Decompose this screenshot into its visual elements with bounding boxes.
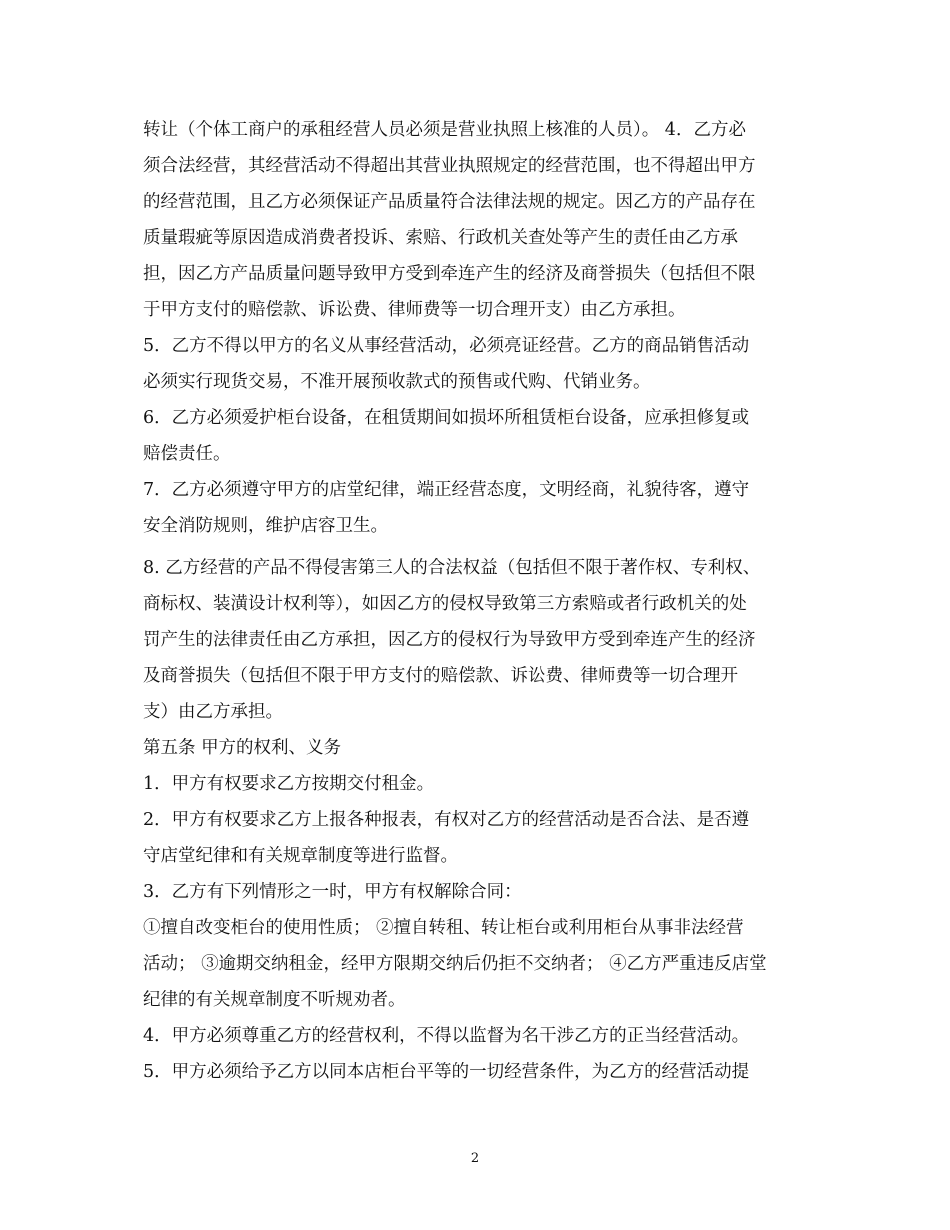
text-line: 8. 乙方经营的产品不得侵害第三人的合法权益（包括但不限于著作权、专利权、 (143, 558, 761, 578)
text-line: 于甲方支付的赔偿款、诉讼费、律师费等一切合理开支）由乙方承担。 (143, 300, 686, 320)
text-line: 的经营范围，且乙方必须保证产品质量符合法律法规的规定。因乙方的产品存在 (143, 192, 756, 212)
text-line: 罚产生的法律责任由乙方承担，因乙方的侵权行为导致甲方受到牵连产生的经济 (143, 630, 756, 650)
text-line: 必须实行现货交易，不准开展预收款式的预售或代购、代销业务。 (143, 372, 651, 392)
text-line: 及商誉损失（包括但不限于甲方支付的赔偿款、诉讼费、律师费等一切合理开 (143, 666, 738, 686)
text-line: 赔偿责任。 (143, 444, 231, 464)
text-line: 须合法经营，其经营活动不得超出其营业执照规定的经营范围，也不得超出甲方 (143, 156, 756, 176)
text-line: 活动； ③逾期交纳租金，经甲方限期交纳后仍拒不交纳者； ④乙方严重违反店堂 (143, 954, 767, 974)
text-line: 商标权、装潢设计权利等），如因乙方的侵权导致第三方索赔或者行政机关的处 (143, 594, 747, 614)
page-number: 2 (470, 1151, 480, 1166)
text-line: 安全消防规则，维护店容卫生。 (143, 516, 388, 536)
text-line: 质量瑕疵等原因造成消费者投诉、索赔、行政机关查处等产生的责任由乙方承 (143, 228, 738, 248)
text-line: 纪律的有关规章制度不听规劝者。 (143, 990, 406, 1010)
text-line: 担，因乙方产品质量问题导致甲方受到牵连产生的经济及商誉损失（包括但不限 (143, 264, 756, 284)
text-line: 转让（个体工商户的承租经营人员必须是营业执照上核准的人员）。 4．乙方必 (143, 120, 746, 140)
text-line: 5．甲方必须给予乙方以同本店柜台平等的一切经营条件，为乙方的经营活动提 (143, 1062, 750, 1082)
text-line: ①擅自改变柜台的使用性质； ②擅自转租、转让柜台或利用柜台从事非法经营 (143, 918, 744, 938)
text-line: 1．甲方有权要求乙方按期交付租金。 (143, 774, 435, 794)
section-heading: 第五条 甲方的权利、义务 (143, 738, 342, 758)
text-line: 支）由乙方承担。 (143, 702, 283, 722)
text-line: 7．乙方必须遵守甲方的店堂纪律，端正经营态度，文明经商，礼貌待客，遵守 (143, 480, 750, 500)
text-line: 3．乙方有下列情形之一时，甲方有权解除合同： (143, 882, 522, 902)
text-line: 2．甲方有权要求乙方上报各种报表，有权对乙方的经营活动是否合法、是否遵 (143, 810, 750, 830)
text-line: 守店堂纪律和有关规章制度等进行监督。 (143, 846, 458, 866)
text-line: 5．乙方不得以甲方的名义从事经营活动，必须亮证经营。乙方的商品销售活动 (143, 336, 750, 356)
text-line: 6．乙方必须爱护柜台设备，在租赁期间如损坏所租赁柜台设备，应承担修复或 (143, 408, 750, 428)
text-line: 4．甲方必须尊重乙方的经营权利，不得以监督为名干涉乙方的正当经营活动。 (143, 1026, 750, 1046)
